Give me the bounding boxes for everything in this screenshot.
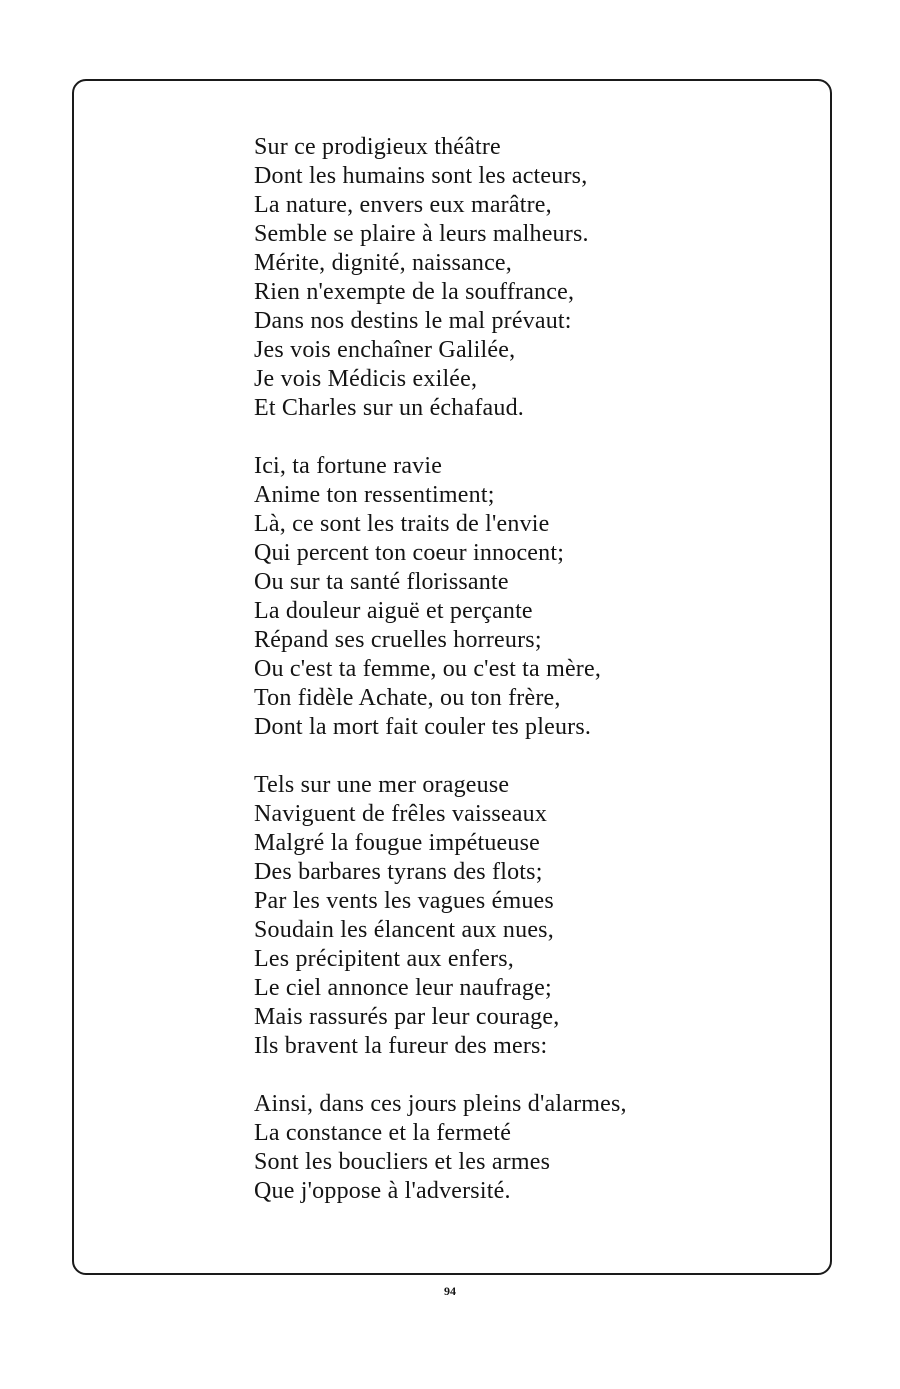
verse-line: Malgré la fougue impétueuse: [254, 830, 540, 856]
verse-line: Répand ses cruelles horreurs;: [254, 627, 542, 653]
verse-line: Mais rassurés par leur courage,: [254, 1004, 560, 1030]
verse-line: Des barbares tyrans des flots;: [254, 859, 543, 885]
verse-line: Ou sur ta santé florissante: [254, 569, 509, 595]
verse-line: Par les vents les vagues émues: [254, 888, 554, 914]
verse-line: Les précipitent aux enfers,: [254, 946, 514, 972]
verse-line: Anime ton ressentiment;: [254, 482, 495, 508]
poem-text: [254, 133, 724, 1235]
verse-line: Jes vois enchaîner Galilée,: [254, 337, 516, 363]
verse-line: Tels sur une mer orageuse: [254, 772, 510, 798]
verse-line: Semble se plaire à leurs malheurs.: [254, 221, 589, 247]
verse-line: Dans nos destins le mal prévaut:: [254, 308, 572, 334]
stanza-2: [254, 452, 724, 742]
stanza-1: [254, 133, 724, 423]
verse-line: Dont la mort fait couler tes pleurs.: [254, 714, 592, 740]
verse-line: La douleur aiguë et perçante: [254, 598, 533, 624]
verse-line: Ici, ta fortune ravie: [254, 453, 443, 479]
verse-line: Et Charles sur un échafaud.: [254, 395, 524, 421]
verse-line: Rien n'exempte de la souffrance,: [254, 279, 575, 305]
verse-line: Je vois Médicis exilée,: [254, 366, 478, 392]
verse-line: Que j'oppose à l'adversité.: [254, 1178, 511, 1204]
verse-line: Ainsi, dans ces jours pleins d'alarmes,: [254, 1091, 627, 1117]
verse-line: Le ciel annonce leur naufrage;: [254, 975, 552, 1001]
verse-line: Ou c'est ta femme, ou c'est ta mère,: [254, 656, 602, 682]
verse-line: Mérite, dignité, naissance,: [254, 250, 512, 276]
verse-line: Là, ce sont les traits de l'envie: [254, 511, 550, 537]
stanza-3: [254, 771, 724, 1061]
verse-line: Dont les humains sont les acteurs,: [254, 163, 588, 189]
verse-line: Naviguent de frêles vaisseaux: [254, 801, 548, 827]
verse-line: Sont les boucliers et les armes: [254, 1149, 551, 1175]
stanza-4: [254, 1090, 724, 1206]
verse-line: Soudain les élancent aux nues,: [254, 917, 554, 943]
verse-line: Ton fidèle Achate, ou ton frère,: [254, 685, 561, 711]
verse-line: Qui percent ton coeur innocent;: [254, 540, 565, 566]
page-number: 94: [444, 1284, 456, 1298]
verse-line: La constance et la fermeté: [254, 1120, 512, 1146]
verse-line: Sur ce prodigieux théâtre: [254, 134, 501, 160]
verse-line: Ils bravent la fureur des mers:: [254, 1033, 548, 1059]
verse-line: La nature, envers eux marâtre,: [254, 192, 552, 218]
